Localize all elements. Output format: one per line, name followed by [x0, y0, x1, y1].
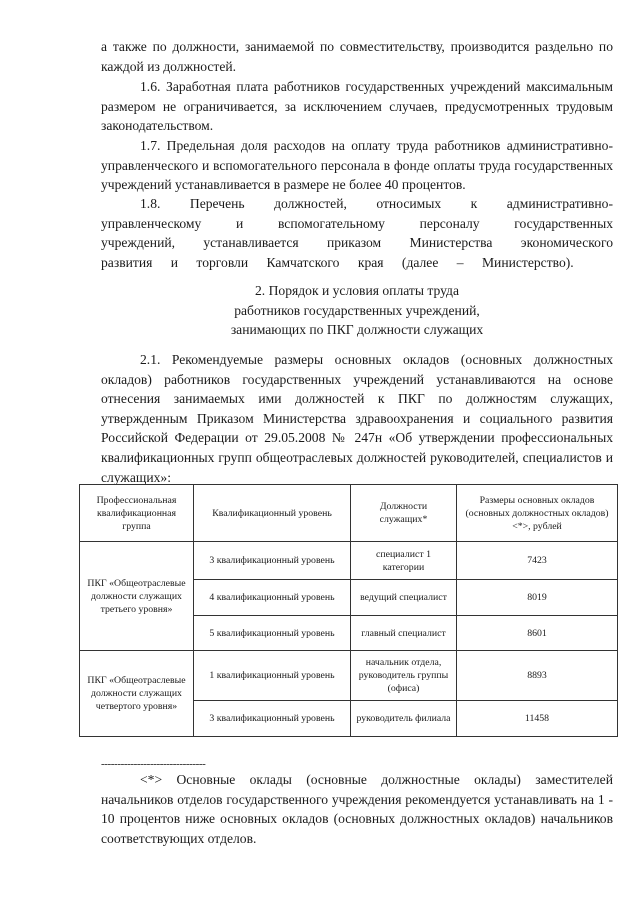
level-cell: 1 квалификационный уровень [194, 651, 351, 701]
footnote-separator: -------------------------------- [101, 758, 206, 770]
header-group: Профессиональная квалификационная группа [80, 485, 194, 542]
salary-cell: 8601 [457, 616, 618, 651]
position-cell: главный специалист [351, 616, 457, 651]
section-heading [101, 281, 613, 340]
position-cell: специалист 1 категории [351, 542, 457, 580]
paragraph-1-6: 1.6. Заработная плата работников государственных учреждений максимальным размером не ограничивается, за исключением случаев, предусмотренных трудовым законодательством. [101, 79, 613, 134]
level-cell: 3 квалификационный уровень [194, 542, 351, 580]
group-cell: ПКГ «Общеотраслевые должности служащих третьего уровня» [80, 542, 194, 651]
salary-cell: 7423 [457, 542, 618, 580]
level-cell: 3 квалификационный уровень [194, 701, 351, 737]
header-salary: Размеры основных окладов (основных должностных окладов) <*>, рублей [457, 485, 618, 542]
footnote-text: <*> Основные оклады (основные должностные оклады) заместителей начальников отделов государственного учреждения рекомендуется устанавливать на 1 - 10 процентов ниже основных окладов (основных должностных окладов) начальников соответствующих отделов. [101, 772, 613, 846]
group-cell: ПКГ «Общеотраслевые должности служащих четвертого уровня» [80, 651, 194, 737]
position-cell: руководитель филиала [351, 701, 457, 737]
salary-cell: 11458 [457, 701, 618, 737]
salary-cell: 8893 [457, 651, 618, 701]
section-heading-line-3: занимающих по ПКГ должности служащих [230, 322, 484, 337]
level-cell: 5 квалификационный уровень [194, 616, 351, 651]
position-cell: начальник отдела, руководитель группы (офиса) [351, 651, 457, 701]
table-row [80, 542, 618, 580]
paragraph-1-7: 1.7. Предельная доля расходов на оплату труда работников административно-управленческого и вспомогательного персонала в фонде оплаты труда государственных учреждений устанавливается в размере не более 40 процентов. [101, 138, 613, 193]
paragraph-1-8: 1.8. Перечень должностей, относимых к административно-управленческому и вспомогательному персоналу государственных учреждений, устанавливается приказом Министерства экономического развития и торговли Камчатского края (далее – Министерство). [101, 196, 613, 270]
paragraph-continuation: а также по должности, занимаемой по совместительству, производится раздельно по каждой из должностей. [101, 39, 613, 74]
table-row [80, 651, 618, 701]
section-heading-line-1: 2. Порядок и условия оплаты труда [254, 283, 460, 298]
level-cell: 4 квалификационный уровень [194, 580, 351, 616]
table-header-row [80, 485, 618, 542]
section-heading-line-2: работников государственных учреждений, [234, 302, 480, 318]
salary-cell: 8019 [457, 580, 618, 616]
header-position: Должности служащих* [351, 485, 457, 542]
position-cell: ведущий специалист [351, 580, 457, 616]
header-level: Квалификационный уровень [194, 485, 351, 542]
salary-table [79, 484, 618, 737]
paragraph-2-1: 2.1. Рекомендуемые размеры основных окладов (основных должностных окладов) работников государственных учреждений устанавливаются на основе отнесения занимаемых ими должностей к ПКГ по должностям служащих, утвержденным Приказом Министерства здравоохранения и социального развития Российской Федерации от 29.05.2008 № 247н «Об утверждении профессиональных квалификационных групп общеотраслевых должностей руководителей, специалистов и служащих»: [101, 352, 613, 485]
